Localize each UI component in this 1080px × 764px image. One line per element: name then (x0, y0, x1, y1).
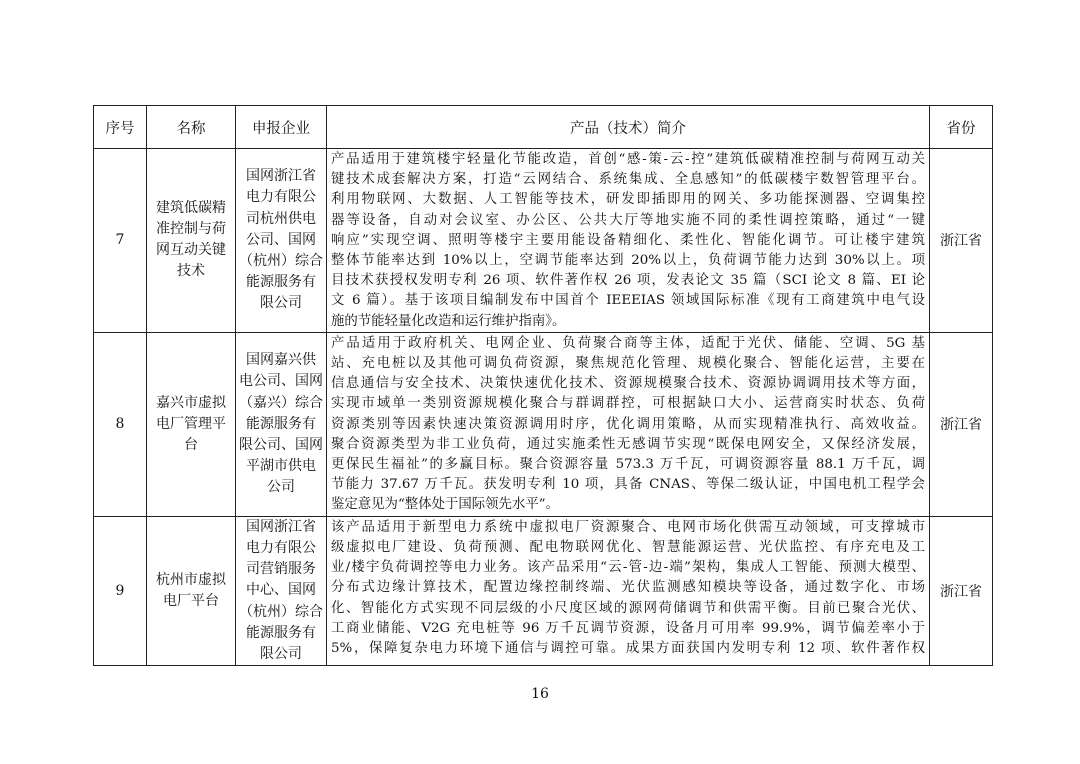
description-line: 文 6 篇）。基于该项目编制发布中国首个 IEEEIAS 领域国际标准《现有工商建筑中电气设 (331, 293, 925, 309)
name-line: 准控制与荷 (156, 221, 226, 238)
company-line: 限公司 (260, 646, 302, 663)
description-line: 整体节能率达到 10%以上，空调节能率达到 20%以上，负荷调节能力达到 30%以上。项 (331, 253, 925, 269)
description-clip (331, 518, 925, 660)
company-line: 国网浙江省 (246, 518, 316, 535)
column-header-company: 申报企业 (236, 106, 327, 149)
company-line: 司杭州供电 (246, 210, 316, 227)
name-line: 电厂管理平 (156, 415, 226, 432)
row-number: 9 (94, 516, 147, 665)
name-line: 技术 (177, 263, 205, 280)
description-line: 器等设备，自动对会议室、办公区、公共大厅等地实施不同的柔性调控策略，通过“一键 (331, 212, 925, 228)
company-line: 能源服务有 (246, 274, 316, 291)
province: 浙江省 (930, 332, 993, 516)
product-description (327, 516, 930, 665)
company-line: 司营销服务 (246, 561, 316, 578)
description-line: 级虚拟电厂建设、负荷预测、配电物联网优化、智慧能源运营、光伏监控、有序充电及工 (331, 540, 925, 556)
name-line: 台 (184, 436, 198, 453)
name-line: 杭州市虚拟 (156, 572, 226, 589)
description-line: 利用物联网、大数据、人工智能等技术，研发即插即用的网关、多功能探测器、空调集控 (331, 192, 925, 208)
product-table (93, 105, 993, 666)
description-line: 响应”实现空调、照明等楼宇主要用能设备精细化、柔性化、智能化调节。可让楼宇建筑 (331, 232, 925, 248)
applicant-company (236, 149, 327, 333)
description-line: 业/楼宇负荷调控等电力业务。该产品采用“云-管-边-端”架构，集成人工智能、预测大模型、 (331, 560, 925, 576)
company-line: 电公司、国网 (239, 373, 323, 390)
company-line: 国网嘉兴供 (246, 352, 316, 369)
product-name (147, 149, 236, 333)
description-line: 实现市域单一类别资源规模化聚合与群调群控，可根据缺口大小、运营商实时状态、负荷 (331, 396, 925, 412)
description-line: 该产品适用于新型电力系统中虚拟电厂资源聚合、电网市场化供需互动领域，可支撑城市 (331, 519, 925, 535)
description-line: 工商业储能、V2G 充电桩等 96 万千瓦调节资源，设备月可用率 99.9%，调节偏差率小于 (331, 620, 925, 636)
company-line: 中心、国网 (246, 582, 316, 599)
description-line: 信息通信与安全技术、决策快速优化技术、资源规模聚合技术、资源协调调用技术等方面， (331, 376, 925, 392)
description-line: 分布式边缘计算技术，配置边缘控制终端、光伏监测感知模块等设备，通过数字化、市场 (331, 580, 925, 596)
description-line: 施的节能轻量化改造和运行维护指南》。 (331, 313, 566, 329)
company-line: 国网浙江省 (246, 168, 316, 185)
description-line: 聚合资源类型为非工业负荷，通过实施柔性无感调节实现“既保电网安全，又保经济发展， (331, 436, 925, 452)
page-number: 16 (531, 686, 549, 702)
table-header-row (94, 106, 993, 149)
description-line: 资源类别等因素快速决策资源调用时序，优化调用策略，从而实现精准执行、高效收益。 (331, 416, 925, 432)
company-line: 限公司、国网 (239, 436, 323, 453)
table-row (94, 516, 993, 665)
company-line: 能源服务有 (246, 624, 316, 641)
name-line: 嘉兴市虚拟 (156, 394, 226, 411)
description-line: 鉴定意见为“整体处于国际领先水平”。 (331, 497, 559, 513)
applicant-company (236, 516, 327, 665)
name-line: 建筑低碳精 (156, 200, 226, 217)
company-line: （嘉兴）综合 (239, 394, 323, 411)
row-number: 8 (94, 332, 147, 516)
description-line: 产品适用于建筑楼宇轻量化节能改造，首创“感-策-云-控”建筑低碳精准控制与荷网互动关 (331, 152, 925, 167)
column-header-province: 省份 (930, 106, 993, 149)
name-line: 电厂平台 (163, 593, 219, 610)
description-line: 产品适用于政府机关、电网企业、负荷聚合商等主体，适配于光伏、储能、空调、5G 基 (331, 335, 925, 351)
province: 浙江省 (930, 516, 993, 665)
company-line: 能源服务有 (246, 415, 316, 432)
table-row (94, 149, 993, 333)
province: 浙江省 (930, 149, 993, 333)
applicant-company (236, 332, 327, 516)
company-line: （杭州）综合 (239, 253, 323, 270)
column-header-number: 序号 (94, 106, 147, 149)
column-header-description: 产品（技术）简介 (327, 106, 930, 149)
description-line: 5%，保障复杂电力环境下通信与调控可靠。成果方面获国内发明专利 12 项、软件著作权 (331, 641, 925, 657)
description-line: 更保民生福祉”的多赢目标。聚合资源容量 573.3 万千瓦，可调资源容量 88.1 万千瓦，调 (331, 457, 925, 473)
company-line: 公司、国网 (246, 231, 316, 248)
company-line: 电力有限公 (246, 189, 316, 206)
description-line: 化、智能化方式实现不同层级的小尺度区域的源网荷储调节和供需平衡。目前已聚合光伏、 (331, 600, 925, 616)
table-row (94, 332, 993, 516)
company-line: 电力有限公 (246, 540, 316, 557)
product-description (327, 332, 930, 516)
column-header-name: 名称 (147, 106, 236, 149)
company-line: 平湖市供电 (246, 458, 316, 475)
product-name (147, 332, 236, 516)
company-line: 限公司 (260, 295, 302, 312)
description-line: 目技术获授权发明专利 26 项、软件著作权 26 项，发表论文 35 篇（SCI 论文 8 篇、EI 论 (331, 273, 925, 289)
row-number: 7 (94, 149, 147, 333)
product-name (147, 516, 236, 665)
description-line: 站、充电桩以及其他可调负荷资源，聚焦规范化管理、规模化聚合、智能化运营，主要在 (331, 356, 925, 372)
company-line: （杭州）综合 (239, 603, 323, 620)
description-line: 节能力 37.67 万千瓦。获发明专利 10 项，具备 CNAS、等保二级认证，中国电机工程学会 (331, 477, 925, 493)
company-line: 公司 (267, 479, 295, 496)
product-description (327, 149, 930, 333)
name-line: 网互动关键 (156, 242, 226, 259)
description-line: 键技术成套解决方案，打造“云网结合、系统集成、全息感知”的低碳楼宇数智管理平台。 (331, 172, 925, 188)
